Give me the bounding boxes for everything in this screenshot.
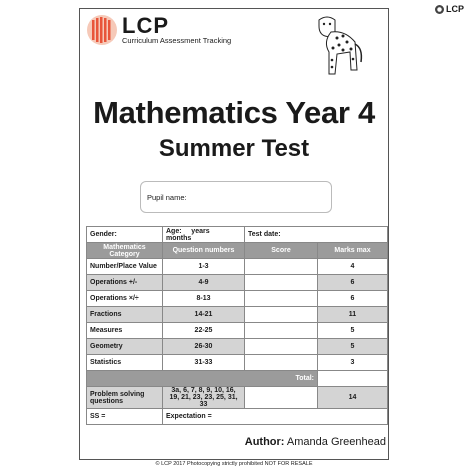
months-label: months [166, 234, 192, 242]
problem-solving-label: Problem solving questions [87, 387, 163, 409]
category-cell: Operations ×/÷ [87, 291, 163, 307]
author-name: Amanda Greenhead [286, 436, 386, 448]
copyright-footer: © LCP 2017 Photocopying strictly prohibited NOT FOR RESALE [155, 461, 313, 467]
badge-text: LCP [446, 4, 464, 14]
logo-title: LCP [122, 12, 169, 38]
problem-solving-marks: 14 [318, 387, 388, 409]
leopard-illustration [305, 12, 365, 80]
author-label: Author: [244, 436, 285, 448]
info-row [87, 227, 388, 243]
questions-cell: 8-13 [163, 291, 245, 307]
marks-cell: 4 [318, 259, 388, 275]
test-date-field[interactable]: Test date: [245, 227, 388, 243]
category-cell: Number/Place Value [87, 259, 163, 275]
marks-cell: 6 [318, 291, 388, 307]
questions-cell: 4-9 [163, 275, 245, 291]
table-row [87, 275, 388, 291]
years-label: years [191, 227, 210, 235]
table-row [87, 339, 388, 355]
lcp-logo-icon [435, 5, 444, 14]
ss-field[interactable]: SS = [87, 409, 163, 425]
lcp-badge [435, 4, 464, 14]
table-row [87, 291, 388, 307]
score-cell[interactable] [245, 339, 318, 355]
total-row [87, 371, 388, 387]
category-cell: Fractions [87, 307, 163, 323]
test-subtitle: Summer Test [158, 135, 310, 162]
category-cell: Operations +/- [87, 275, 163, 291]
marks-cell: 6 [318, 275, 388, 291]
problem-solving-questions: 3a, 6, 7, 8, 9, 10, 16, 19, 21, 23, 23, 25, 31, 33 [163, 387, 245, 409]
category-cell: Statistics [87, 355, 163, 371]
table-row [87, 307, 388, 323]
test-title: Mathematics Year 4 [93, 95, 375, 130]
score-header: Score [245, 243, 318, 259]
questions-cell: 1-3 [163, 259, 245, 275]
age-label: Age: [166, 227, 182, 235]
score-cell[interactable] [245, 323, 318, 339]
table-header [87, 243, 388, 259]
table-row [87, 355, 388, 371]
problem-solving-score[interactable] [245, 387, 318, 409]
author-line [245, 436, 386, 448]
total-cell[interactable] [318, 371, 388, 387]
category-header: Mathematics Category [87, 243, 163, 259]
category-cell: Geometry [87, 339, 163, 355]
score-cell[interactable] [245, 355, 318, 371]
questions-cell: 31-33 [163, 355, 245, 371]
pupil-name-field[interactable] [140, 181, 332, 213]
table-row [87, 259, 388, 275]
marks-cell: 11 [318, 307, 388, 323]
age-field[interactable] [163, 227, 245, 243]
category-cell: Measures [87, 323, 163, 339]
score-cell[interactable] [245, 259, 318, 275]
gender-field[interactable]: Gender: [87, 227, 163, 243]
marks-header: Marks max [318, 243, 388, 259]
table-row [87, 323, 388, 339]
score-table [86, 226, 388, 425]
lcp-logo-icon [86, 14, 118, 46]
marks-cell: 3 [318, 355, 388, 371]
lcp-logo [86, 14, 231, 46]
questions-cell: 26-30 [163, 339, 245, 355]
score-cell[interactable] [245, 275, 318, 291]
questions-cell: 14-21 [163, 307, 245, 323]
ss-row [87, 409, 388, 425]
marks-cell: 5 [318, 339, 388, 355]
logo-subtitle: Curriculum Assessment Tracking [122, 35, 232, 45]
problem-solving-row [87, 387, 388, 409]
score-cell[interactable] [245, 307, 318, 323]
pupil-name-label: Pupil name: [147, 193, 187, 202]
questions-header: Question numbers [163, 243, 245, 259]
expectation-field[interactable]: Expectation = [163, 409, 388, 425]
marks-cell: 5 [318, 323, 388, 339]
questions-cell: 22-25 [163, 323, 245, 339]
total-label: Total: [87, 371, 318, 387]
score-cell[interactable] [245, 291, 318, 307]
